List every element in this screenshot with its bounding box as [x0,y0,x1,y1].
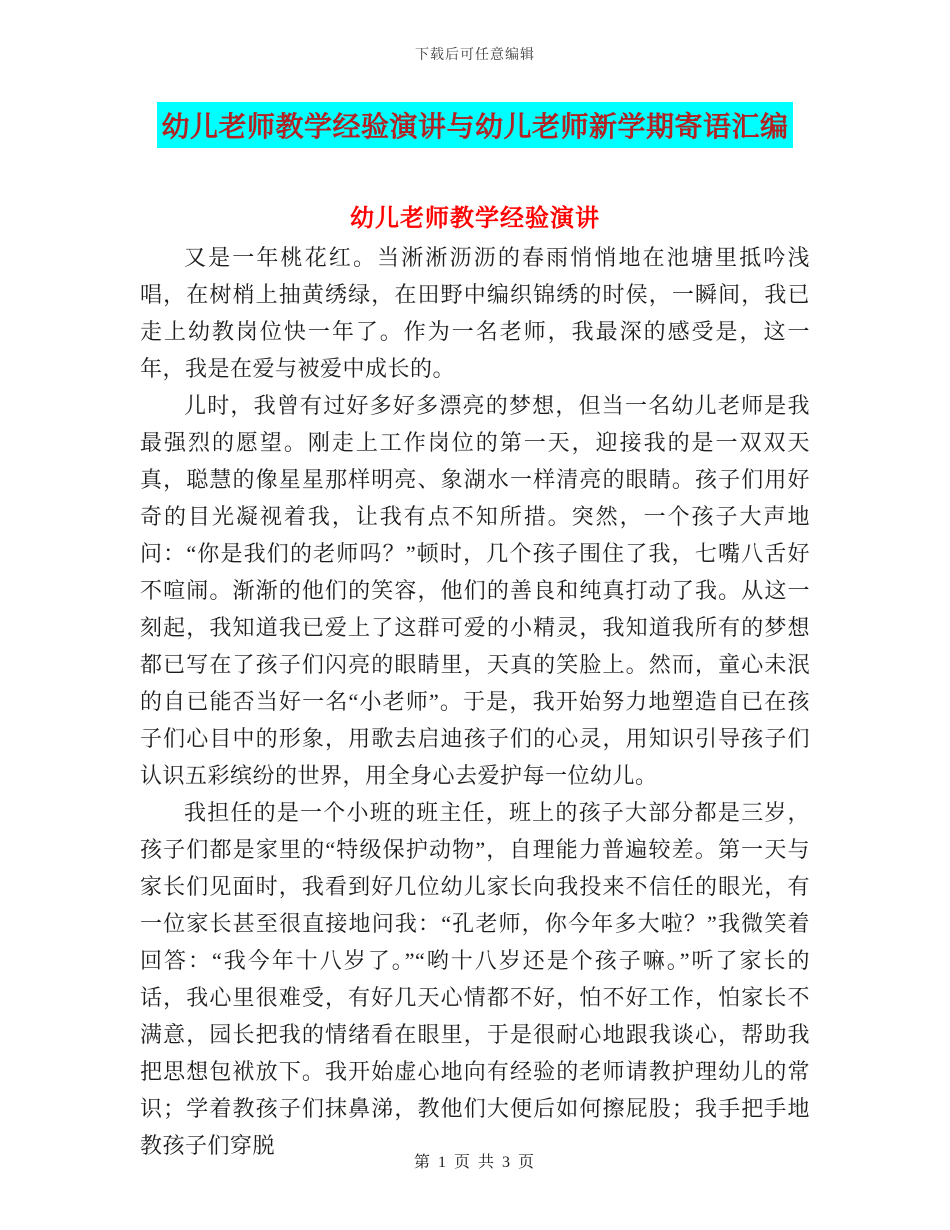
edit-permission-note: 下载后可任意编辑 [415,48,535,63]
page-number: 第 1 页 共 3 页 [413,1154,536,1171]
main-title-row [0,102,950,148]
section-title: 幼儿老师教学经验演讲 [350,206,600,232]
body-paragraph: 又是一年桃花红。当淅淅沥沥的春雨悄悄地在池塘里抵吟浅唱，在树梢上抽黄绣绿，在田野中编织锦绣的时侯，一瞬间，我已走上幼教岗位快一年了。作为一名老师，我最深的感受是，这一年，我是在爱与被爱中成长的。 [140,245,810,381]
document-body [0,239,950,1164]
body-paragraph: 我担任的是一个小班的班主任，班上的孩子大部分都是三岁，孩子们都是家里的“特级保护动物”，自理能力普遍较差。第一天与家长们见面时，我看到好几位幼儿家长向我投来不信任的眼光，有一位家长甚至很直接地问我：“孔老师，你今年多大啦？”我微笑着回答：“我今年十八岁了。”“哟十八岁还是个孩子嘛。”听了家长的话，我心里很难受，有好几天心情都不好，怕不好工作，怕家长不满意，园长把我的情绪看在眼里，于是很耐心地跟我谈心，帮助我把思想包袱放下。我开始虚心地向有经验的老师请教护理幼儿的常识；学着教孩子们抹鼻涕，教他们大便后如何擦屁股；我手把手地教孩子们穿脱 [140,800,810,1158]
body-paragraph: 儿时，我曾有过好多好多漂亮的梦想，但当一名幼儿老师是我最强烈的愿望。刚走上工作岗位的第一天，迎接我的是一双双天真，聪慧的像星星那样明亮、象湖水一样清亮的眼睛。孩子们用好奇的目光凝视着我，让我有点不知所措。突然，一个孩子大声地问：“你是我们的老师吗？”顿时，几个孩子围住了我，七嘴八舌好不喧闹。渐渐的他们的笑容，他们的善良和纯真打动了我。从这一刻起，我知道我已爱上了这群可爱的小精灵，我知道我所有的梦想都已写在了孩子们闪亮的眼睛里，天真的笑脸上。然而，童心未泯的自已能否当好一名“小老师”。于是，我开始努力地塑造自已在孩子们心目中的形象，用歌去启迪孩子们的心灵，用知识引导孩子们认识五彩缤纷的世界，用全身心去爱护每一位幼儿。 [140,393,810,788]
main-title: 幼儿老师教学经验演讲与幼儿老师新学期寄语汇编 [157,102,792,148]
page-footer [0,1149,950,1172]
